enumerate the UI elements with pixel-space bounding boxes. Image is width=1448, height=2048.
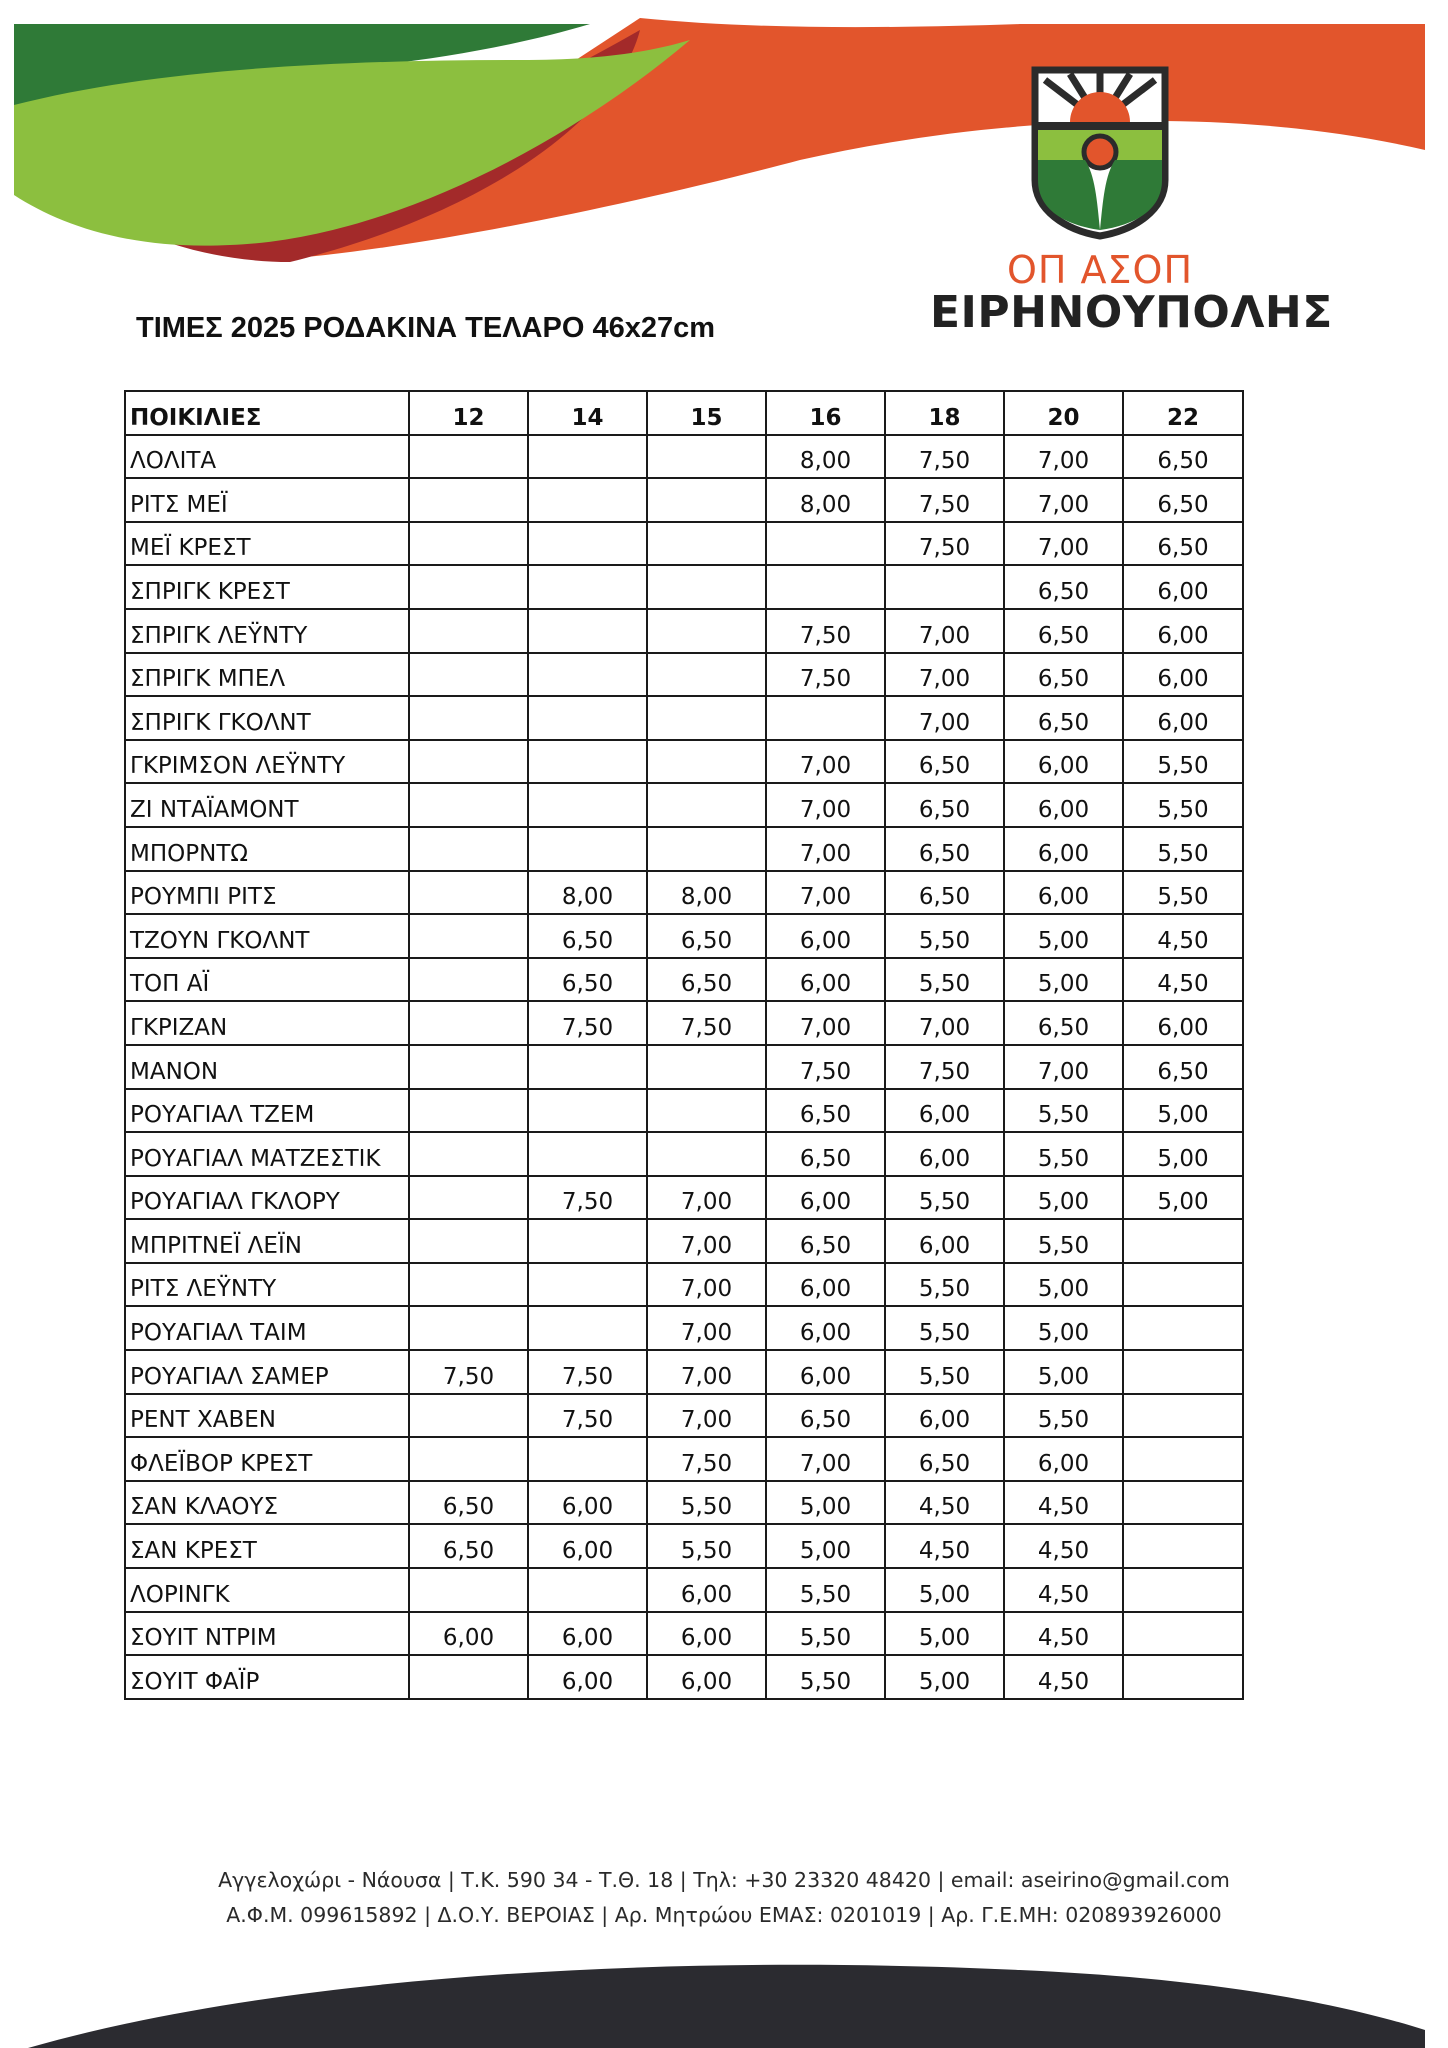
price-cell: 7,00 — [766, 1001, 885, 1045]
price-cell: 6,00 — [885, 1219, 1004, 1263]
variety-name-cell: ΣΠΡΙΓΚ ΛΕΫΝΤΥ — [125, 609, 409, 653]
variety-name-cell: ΓΚΡΙΜΣΟΝ ΛΕΫΝΤΥ — [125, 740, 409, 784]
column-header-size: 14 — [528, 391, 647, 435]
price-cell — [647, 783, 766, 827]
price-cell: 4,50 — [1004, 1655, 1123, 1699]
footer-contact-line: Αγγελοχώρι - Νάουσα | Τ.Κ. 590 34 - Τ.Θ. 18 | Τηλ: +30 23320 48420 | email: aseirino@gmail.com — [218, 1868, 1230, 1892]
price-cell — [528, 1132, 647, 1176]
price-cell — [1123, 1437, 1243, 1481]
table-row — [125, 609, 1243, 653]
price-cell — [528, 435, 647, 479]
price-cell: 7,50 — [885, 1045, 1004, 1089]
variety-name-cell: ΓΚΡΙΖΑΝ — [125, 1001, 409, 1045]
price-cell: 8,00 — [766, 435, 885, 479]
price-cell — [766, 565, 885, 609]
price-cell: 5,00 — [1004, 1263, 1123, 1307]
price-cell: 5,00 — [1004, 1176, 1123, 1220]
table-row — [125, 871, 1243, 915]
footer-decoration — [0, 1950, 1448, 2048]
price-cell: 6,50 — [766, 1219, 885, 1263]
price-cell — [409, 958, 528, 1002]
price-cell: 7,50 — [528, 1001, 647, 1045]
variety-name-cell: ΡΟΥΜΠΙ ΡΙΤΣ — [125, 871, 409, 915]
price-cell: 5,50 — [1123, 827, 1243, 871]
price-cell — [528, 653, 647, 697]
price-cell — [1123, 1481, 1243, 1525]
price-cell — [1123, 1350, 1243, 1394]
price-cell: 6,00 — [1123, 565, 1243, 609]
price-cell: 6,50 — [528, 958, 647, 1002]
price-cell: 7,50 — [766, 1045, 885, 1089]
table-row — [125, 1263, 1243, 1307]
price-cell — [1123, 1306, 1243, 1350]
price-cell: 5,50 — [885, 958, 1004, 1002]
variety-name-cell: ΖΙ ΝΤΑΪΑΜΟΝΤ — [125, 783, 409, 827]
price-cell: 6,00 — [409, 1612, 528, 1656]
table-row — [125, 1612, 1243, 1656]
price-cell: 4,50 — [1123, 914, 1243, 958]
footer-registry-line: Α.Φ.Μ. 099615892 | Δ.Ο.Υ. ΒΕΡΟΙΑΣ | Αρ. Μητρώου ΕΜΑΣ: 0201019 | Αρ. Γ.Ε.ΜΗ: 020893926000 — [226, 1903, 1222, 1927]
table-row — [125, 1306, 1243, 1350]
table-row — [125, 783, 1243, 827]
variety-name-cell: ΛΟΛΙΤΑ — [125, 435, 409, 479]
price-cell — [409, 914, 528, 958]
price-cell: 6,00 — [1004, 1437, 1123, 1481]
variety-name-cell: ΜΠΡΙΤΝΕΪ ΛΕΪΝ — [125, 1219, 409, 1263]
price-cell: 7,00 — [647, 1306, 766, 1350]
price-cell: 7,00 — [766, 740, 885, 784]
price-cell: 5,50 — [1123, 740, 1243, 784]
price-cell: 7,50 — [885, 478, 1004, 522]
column-header-size: 20 — [1004, 391, 1123, 435]
column-header-size: 22 — [1123, 391, 1243, 435]
price-cell — [409, 871, 528, 915]
price-cell: 6,50 — [766, 1394, 885, 1438]
price-cell: 6,50 — [766, 1132, 885, 1176]
price-cell: 4,50 — [1004, 1612, 1123, 1656]
price-cell: 6,50 — [1004, 565, 1123, 609]
price-cell: 5,50 — [885, 1306, 1004, 1350]
price-cell: 5,50 — [766, 1612, 885, 1656]
variety-name-cell: ΣΠΡΙΓΚ ΚΡΕΣΤ — [125, 565, 409, 609]
price-cell: 6,50 — [1004, 609, 1123, 653]
price-cell: 7,00 — [647, 1263, 766, 1307]
variety-name-cell: ΡΙΤΣ ΛΕΫΝΤΥ — [125, 1263, 409, 1307]
price-cell: 7,00 — [885, 653, 1004, 697]
price-cell: 5,00 — [1123, 1132, 1243, 1176]
variety-name-cell: ΡΟΥΑΓΙΑΛ ΜΑΤΖΕΣΤΙΚ — [125, 1132, 409, 1176]
price-cell: 8,00 — [528, 871, 647, 915]
variety-name-cell: ΣΟΥΙΤ ΦΑΪΡ — [125, 1655, 409, 1699]
price-cell: 4,50 — [1004, 1568, 1123, 1612]
table-row — [125, 1132, 1243, 1176]
price-cell — [647, 653, 766, 697]
variety-name-cell: ΜΠΟΡΝΤΩ — [125, 827, 409, 871]
price-cell: 6,00 — [1123, 653, 1243, 697]
price-cell: 5,50 — [1123, 783, 1243, 827]
price-cell — [528, 1437, 647, 1481]
price-cell: 6,00 — [1123, 696, 1243, 740]
table-row — [125, 522, 1243, 566]
price-cell — [409, 1263, 528, 1307]
price-cell — [1123, 1524, 1243, 1568]
price-cell — [647, 522, 766, 566]
price-cell — [409, 653, 528, 697]
price-cell: 6,00 — [528, 1524, 647, 1568]
price-cell — [528, 1219, 647, 1263]
price-cell: 6,50 — [1004, 653, 1123, 697]
price-cell — [409, 1045, 528, 1089]
table-row — [125, 1524, 1243, 1568]
price-cell — [409, 435, 528, 479]
table-row — [125, 1394, 1243, 1438]
price-cell: 5,00 — [1004, 958, 1123, 1002]
price-cell: 6,00 — [1123, 609, 1243, 653]
price-cell — [409, 1089, 528, 1133]
price-cell — [528, 522, 647, 566]
price-cell: 7,00 — [647, 1176, 766, 1220]
variety-name-cell: ΣΟΥΙΤ ΝΤΡΙΜ — [125, 1612, 409, 1656]
price-cell — [647, 565, 766, 609]
price-cell: 5,00 — [885, 1612, 1004, 1656]
price-cell — [409, 1437, 528, 1481]
price-cell: 5,50 — [1004, 1132, 1123, 1176]
price-cell — [647, 1045, 766, 1089]
price-cell: 7,00 — [885, 1001, 1004, 1045]
price-cell: 6,00 — [766, 1176, 885, 1220]
price-cell — [647, 696, 766, 740]
price-cell — [647, 1132, 766, 1176]
column-header-size: 15 — [647, 391, 766, 435]
price-cell: 6,00 — [766, 914, 885, 958]
document-title: ΤΙΜΕΣ 2025 ΡΟΔΑΚΙΝΑ ΤΕΛΑΡΟ 46x27cm — [136, 312, 716, 344]
price-cell — [528, 696, 647, 740]
price-cell — [409, 1568, 528, 1612]
price-cell — [528, 740, 647, 784]
price-cell: 7,50 — [766, 653, 885, 697]
table-row — [125, 1350, 1243, 1394]
price-table — [124, 390, 1244, 1700]
price-cell: 6,50 — [885, 827, 1004, 871]
organization-logo — [1025, 60, 1175, 240]
table-row — [125, 696, 1243, 740]
price-cell: 7,00 — [1004, 435, 1123, 479]
price-cell — [1123, 1568, 1243, 1612]
price-cell: 6,00 — [766, 958, 885, 1002]
price-cell: 5,50 — [766, 1568, 885, 1612]
price-cell: 6,00 — [1123, 1001, 1243, 1045]
table-row — [125, 740, 1243, 784]
column-header-size: 12 — [409, 391, 528, 435]
table-row — [125, 827, 1243, 871]
price-cell — [528, 1568, 647, 1612]
variety-name-cell: ΜΕΪ ΚΡΕΣΤ — [125, 522, 409, 566]
price-cell — [647, 1089, 766, 1133]
price-cell — [647, 435, 766, 479]
price-cell — [409, 783, 528, 827]
price-cell: 6,50 — [1004, 1001, 1123, 1045]
price-cell: 5,00 — [1004, 914, 1123, 958]
price-cell — [409, 522, 528, 566]
price-cell: 5,00 — [1004, 1306, 1123, 1350]
variety-name-cell: ΡΕΝΤ ΧΑΒΕΝ — [125, 1394, 409, 1438]
price-cell — [1123, 1612, 1243, 1656]
variety-name-cell: ΦΛΕΪΒΟΡ ΚΡΕΣΤ — [125, 1437, 409, 1481]
price-cell — [409, 1219, 528, 1263]
price-cell: 6,00 — [647, 1568, 766, 1612]
table-row — [125, 958, 1243, 1002]
table-row — [125, 1481, 1243, 1525]
price-cell — [409, 478, 528, 522]
variety-name-cell: ΜΑΝΟΝ — [125, 1045, 409, 1089]
price-cell — [409, 1655, 528, 1699]
price-cell: 5,50 — [1004, 1394, 1123, 1438]
price-cell: 7,50 — [885, 435, 1004, 479]
price-cell: 6,50 — [1123, 435, 1243, 479]
price-cell: 5,50 — [885, 1350, 1004, 1394]
price-cell: 6,00 — [647, 1655, 766, 1699]
price-cell — [1123, 1394, 1243, 1438]
price-cell — [766, 522, 885, 566]
variety-name-cell: ΡΙΤΣ ΜΕΪ — [125, 478, 409, 522]
price-cell: 6,00 — [647, 1612, 766, 1656]
table-row — [125, 1176, 1243, 1220]
price-cell — [409, 1132, 528, 1176]
price-cell: 7,50 — [528, 1176, 647, 1220]
price-cell: 7,50 — [647, 1001, 766, 1045]
table-row — [125, 1001, 1243, 1045]
price-cell — [409, 565, 528, 609]
price-cell: 5,00 — [1004, 1350, 1123, 1394]
price-cell — [528, 1089, 647, 1133]
price-cell: 6,00 — [1004, 783, 1123, 827]
price-cell: 7,50 — [528, 1350, 647, 1394]
price-cell — [409, 1176, 528, 1220]
variety-name-cell: ΤΟΠ ΑΪ — [125, 958, 409, 1002]
price-cell: 6,50 — [1004, 696, 1123, 740]
price-cell — [528, 827, 647, 871]
price-cell: 6,50 — [528, 914, 647, 958]
price-cell: 5,50 — [885, 1263, 1004, 1307]
price-cell: 4,50 — [1004, 1524, 1123, 1568]
price-cell — [409, 1001, 528, 1045]
price-cell: 5,50 — [766, 1655, 885, 1699]
price-cell: 7,00 — [647, 1394, 766, 1438]
price-cell: 7,50 — [885, 522, 1004, 566]
price-cell: 6,50 — [885, 871, 1004, 915]
price-cell — [647, 478, 766, 522]
price-cell — [766, 696, 885, 740]
price-cell: 5,00 — [1123, 1089, 1243, 1133]
price-cell: 6,50 — [885, 1437, 1004, 1481]
organization-location: ΕΙΡΗΝΟΥΠΟΛΗΣ — [930, 287, 1333, 338]
variety-name-cell: ΣΑΝ ΚΛΑΟΥΣ — [125, 1481, 409, 1525]
table-row — [125, 1089, 1243, 1133]
price-cell: 5,00 — [885, 1655, 1004, 1699]
price-cell — [409, 827, 528, 871]
variety-name-cell: ΡΟΥΑΓΙΑΛ ΣΑΜΕΡ — [125, 1350, 409, 1394]
price-cell — [528, 1045, 647, 1089]
price-cell: 7,00 — [1004, 478, 1123, 522]
price-cell: 5,00 — [766, 1481, 885, 1525]
table-row — [125, 435, 1243, 479]
price-cell: 7,00 — [766, 871, 885, 915]
price-cell: 6,50 — [409, 1481, 528, 1525]
price-cell: 5,50 — [885, 914, 1004, 958]
price-cell — [528, 783, 647, 827]
variety-name-cell: ΣΠΡΙΓΚ ΜΠΕΛ — [125, 653, 409, 697]
variety-name-cell: ΡΟΥΑΓΙΑΛ ΓΚΛΟΡΥ — [125, 1176, 409, 1220]
price-cell: 7,50 — [409, 1350, 528, 1394]
price-cell — [1123, 1219, 1243, 1263]
price-cell: 7,50 — [528, 1394, 647, 1438]
price-cell: 6,00 — [885, 1132, 1004, 1176]
variety-name-cell: ΤΖΟΥΝ ΓΚΟΛΝΤ — [125, 914, 409, 958]
price-cell: 6,50 — [647, 958, 766, 1002]
price-cell: 7,00 — [885, 696, 1004, 740]
price-cell: 6,00 — [528, 1655, 647, 1699]
column-header-size: 16 — [766, 391, 885, 435]
price-cell: 4,50 — [885, 1481, 1004, 1525]
price-cell — [647, 609, 766, 653]
variety-name-cell: ΣΠΡΙΓΚ ΓΚΟΛΝΤ — [125, 696, 409, 740]
price-cell: 6,50 — [1123, 1045, 1243, 1089]
price-cell: 5,00 — [885, 1568, 1004, 1612]
price-table-body — [125, 435, 1243, 1699]
table-row — [125, 565, 1243, 609]
table-row — [125, 914, 1243, 958]
table-row — [125, 1568, 1243, 1612]
price-cell: 7,00 — [647, 1350, 766, 1394]
price-cell — [647, 740, 766, 784]
column-header-size: 18 — [885, 391, 1004, 435]
variety-name-cell: ΣΑΝ ΚΡΕΣΤ — [125, 1524, 409, 1568]
price-cell: 5,50 — [1123, 871, 1243, 915]
price-cell: 7,00 — [647, 1219, 766, 1263]
column-header-variety: ΠΟΙΚΙΛΙΕΣ — [125, 391, 409, 435]
price-cell: 5,50 — [1004, 1089, 1123, 1133]
price-cell: 7,50 — [647, 1437, 766, 1481]
price-cell: 4,50 — [1004, 1481, 1123, 1525]
price-cell — [1123, 1655, 1243, 1699]
price-cell — [528, 565, 647, 609]
price-cell — [409, 1306, 528, 1350]
price-cell — [409, 740, 528, 784]
price-cell: 6,00 — [766, 1350, 885, 1394]
price-cell: 5,50 — [885, 1176, 1004, 1220]
table-row — [125, 653, 1243, 697]
price-cell: 5,50 — [1004, 1219, 1123, 1263]
price-cell: 5,00 — [766, 1524, 885, 1568]
price-cell — [647, 827, 766, 871]
price-cell: 6,00 — [1004, 871, 1123, 915]
price-cell: 7,00 — [766, 1437, 885, 1481]
price-cell: 7,00 — [766, 783, 885, 827]
price-cell: 8,00 — [766, 478, 885, 522]
price-cell: 4,50 — [885, 1524, 1004, 1568]
table-row — [125, 1655, 1243, 1699]
price-cell: 4,50 — [1123, 958, 1243, 1002]
price-cell — [528, 609, 647, 653]
price-cell: 8,00 — [647, 871, 766, 915]
price-cell: 6,50 — [766, 1089, 885, 1133]
table-row — [125, 1219, 1243, 1263]
price-cell: 6,50 — [885, 783, 1004, 827]
price-cell — [409, 1394, 528, 1438]
price-cell: 6,00 — [528, 1481, 647, 1525]
variety-name-cell: ΡΟΥΑΓΙΑΛ ΤΖΕΜ — [125, 1089, 409, 1133]
price-cell: 6,00 — [885, 1394, 1004, 1438]
table-row — [125, 478, 1243, 522]
price-cell: 6,00 — [1004, 740, 1123, 784]
price-cell: 5,50 — [647, 1524, 766, 1568]
price-cell: 7,00 — [1004, 1045, 1123, 1089]
variety-name-cell: ΡΟΥΑΓΙΑΛ ΤΑΙΜ — [125, 1306, 409, 1350]
price-cell: 7,00 — [885, 609, 1004, 653]
price-cell: 7,00 — [1004, 522, 1123, 566]
table-header-row — [125, 391, 1243, 435]
variety-name-cell: ΛΟΡΙΝΓΚ — [125, 1568, 409, 1612]
table-row — [125, 1437, 1243, 1481]
price-cell: 6,00 — [766, 1306, 885, 1350]
price-cell — [528, 1263, 647, 1307]
price-cell: 6,00 — [885, 1089, 1004, 1133]
price-cell: 7,00 — [766, 827, 885, 871]
price-cell — [409, 696, 528, 740]
price-cell: 6,00 — [766, 1263, 885, 1307]
price-cell: 5,00 — [1123, 1176, 1243, 1220]
price-cell: 5,50 — [647, 1481, 766, 1525]
price-cell — [1123, 1263, 1243, 1307]
price-cell: 6,00 — [528, 1612, 647, 1656]
price-cell — [528, 1306, 647, 1350]
price-cell — [409, 609, 528, 653]
price-cell: 6,50 — [647, 914, 766, 958]
price-cell: 6,50 — [1123, 478, 1243, 522]
price-cell: 6,50 — [1123, 522, 1243, 566]
price-cell — [528, 478, 647, 522]
price-cell: 7,50 — [766, 609, 885, 653]
price-cell: 6,00 — [1004, 827, 1123, 871]
table-row — [125, 1045, 1243, 1089]
organization-name: ΟΠ ΑΣΟΠ — [1006, 248, 1194, 292]
price-cell: 6,50 — [885, 740, 1004, 784]
price-cell — [885, 565, 1004, 609]
price-cell: 6,50 — [409, 1524, 528, 1568]
